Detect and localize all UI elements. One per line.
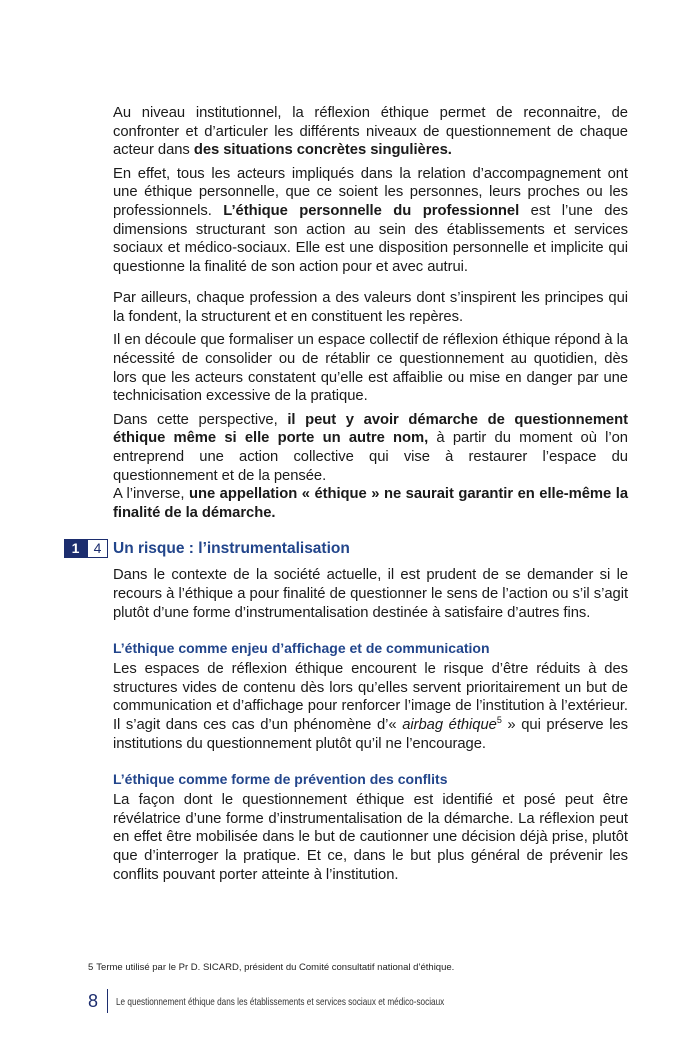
- body-paragraph: [113, 485, 628, 522]
- section-intro: [113, 566, 628, 622]
- bold-emphasis: il peut y avoir démarche de questionnement éthique même si elle porte un autre nom,: [113, 411, 628, 447]
- bold-emphasis: une appellation « éthique » ne saurait garantir en elle-même la finalité de la démarche.: [113, 486, 628, 522]
- subsection-body: [113, 660, 628, 754]
- section-number-badge: 4: [87, 539, 108, 558]
- text-run: Dans cette perspective,: [113, 411, 288, 428]
- text-run: A l’inverse,: [113, 486, 189, 503]
- footnote-text: Terme utilisé par le Pr D. SICARD, président du Comité consultatif national d’éthique.: [96, 962, 455, 973]
- text-run: En effet, tous les acteurs impliqués dans la relation d’accompagnement ont une éthique personnelle, que ce soient les personnes, leurs proches ou les professionnels.: [113, 165, 628, 220]
- body-paragraph: [113, 791, 628, 885]
- text-run: est l’une des dimensions structurant son action au sein des établissements et services sociaux et médico-sociaux. Elle est une disposition personnelle et implicite qui questionne la finalité de son action pour et avec autrui.: [113, 203, 629, 276]
- subsection-title: L’éthique comme forme de prévention des conflits: [113, 771, 448, 788]
- body-paragraph: [113, 104, 628, 160]
- footer-divider: [107, 989, 108, 1013]
- body-paragraph: [113, 289, 628, 326]
- body-paragraph: [113, 566, 628, 622]
- footnote: [88, 961, 454, 975]
- body-paragraph: [113, 331, 628, 406]
- text-run: Il en découle que formaliser un espace collectif de réflexion éthique répond à la nécessité de consolider ou de rétablir ce questionnement au quotidien, dès lors que les acteurs constatent qu’elle est affaiblie ou mise en danger par une technicisation excessive de la pratique.: [113, 332, 628, 405]
- body-paragraph: [113, 411, 628, 486]
- page-number: 8: [88, 991, 99, 1011]
- text-run: à partir du moment où l’on entreprend une action collective qui vise à restaurer l’espace du questionnement et de la pensée.: [113, 430, 628, 484]
- running-title: Le questionnement éthique dans les établissements et services sociaux et médico-sociaux: [116, 996, 445, 1008]
- intro-text: [113, 104, 628, 523]
- text-column: [71, 104, 629, 884]
- italic-emphasis: airbag éthique: [402, 716, 497, 733]
- text-run: Au niveau institutionnel, la réflexion éthique permet de reconnaitre, de confronter et d’articuler les différents niveaux de questionnement de chaque acteur dans: [113, 105, 628, 159]
- footnote-reference: 5: [496, 715, 502, 726]
- bold-emphasis: des situations concrètes singulières.: [193, 142, 452, 159]
- section-heading: [71, 539, 628, 559]
- bold-emphasis: L’éthique personnelle du professionnel: [223, 203, 520, 220]
- footnote-number: 5: [88, 962, 94, 973]
- text-run: » qui préserve les institutions du questionnement plutôt qu’il ne l’encourage.: [113, 716, 628, 752]
- subsection-body: [113, 791, 628, 885]
- body-paragraph: [113, 660, 628, 754]
- subsection-title: L’éthique comme enjeu d’affichage et de communication: [113, 640, 490, 657]
- text-run: Dans le contexte de la société actuelle, il est prudent de se demander si le recours à l’éthique a pour finalité de questionner le sens de l’action ou s’il s’agit plutôt d’une forme d’instrumentalisation destinée à satisfaire d’autres fins.: [113, 567, 628, 621]
- body-paragraph: [113, 165, 628, 277]
- section-title: Un risque : l’instrumentalisation: [113, 539, 350, 557]
- text-run: Par ailleurs, chaque profession a des valeurs dont s’inspirent les principes qui la fondent, la structurent et en constituent les repères.: [113, 290, 628, 326]
- text-run: La façon dont le questionnement éthique est identifié et posé peut être révélatrice d’une forme d’instrumentalisation de la démarche. La réflexion peut en effet être mobilisée dans le but de cautionner une décision déjà prise, plutôt que d’interroger la pratique. Et ce, dans le but plus général de prévenir les conflits pouvant porter atteinte à l’institution.: [113, 791, 628, 883]
- page-footer: [88, 989, 508, 1013]
- chapter-number-badge: 1: [64, 539, 87, 558]
- text-run: Les espaces de réflexion éthique encourent le risque d’être réduits à des structures vides de contenu dès lors qu’elles servent prioritairement un but de communication et d’affichage pour renforcer l’image de l’institution à l’extérieur. Il s’agit dans ces cas d’un phénomène d’«: [113, 660, 628, 733]
